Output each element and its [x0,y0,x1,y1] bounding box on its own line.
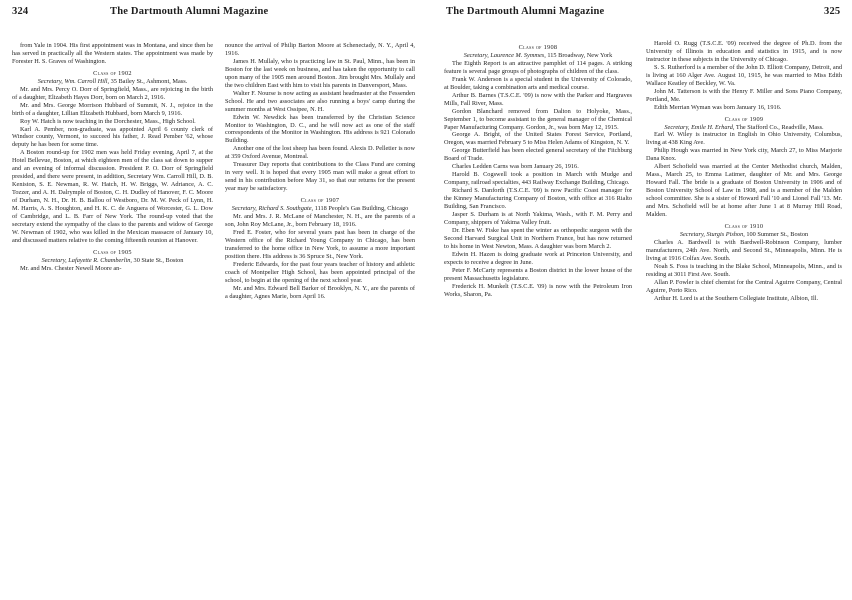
news-paragraph: Mr. and Mrs. George Morrison Hubbard of Summit, N. J., rejoice in the birth of a daughter, Lillian Elizabeth Hubbard, born March 9, 1916. [12,101,213,117]
news-paragraph: John M. Tatterson is with the Henry F. Miller and Sons Piano Company, Portland, Me. [646,87,842,103]
left-page-header [0,6,426,22]
secretary-name: Richard S. Southgate [258,205,312,213]
left-page-number: 324 [12,6,29,17]
class-heading: Class of 1905 [93,248,132,256]
secretary-addr: , 35 Bailey St., Ashmont, Mass. [107,77,188,85]
class-secretary-line [231,205,409,213]
news-paragraph: Karl A. Pember, non-graduate, was appointed April 6 county clerk of Windsor county, Vermont, to succeed his father, J. Read Pember '62, whose deputy he has been for some time. [12,125,213,149]
news-paragraph: The Eighth Report is an attractive pamphlet of 114 pages. A striking feature is several page groups of photographs of children of the class. [444,59,632,75]
left-running-title: The Dartmouth Alumni Magazine [110,6,269,17]
news-paragraph: Arthur B. Barnes (T.S.C.E. '09) is now with the Parker and Hargraves Mills, Fall River, Mass. [444,91,632,107]
news-paragraph: S. S. Rutherford is a member of the John D. Elliott Company, Detroit, and is living at 160 Alger Ave. August 10, 1915, he was married to Miss Edith Wallace Keatley of Beckley, W. Va. [646,63,842,87]
news-paragraph: Mr. and Mrs. J. R. McLane of Manchester, N. H., are the parents of a son, John Roy McLane, Jr., born February 18, 1916. [225,213,415,228]
news-paragraph: A Boston round-up for 1902 men was held Friday evening, April 7, at the Hotel Bellevue, Boston, at which eighteen men of the class sat down to supper and an evening of informal discussion. President P. O. Dorr of Springfield presided, and there were present, in addition, Secretary Wm. Carroll Hill, D. B. Keniston, S. E. Newman, R. W. Hatch, H. W. Briggs, W. Adriance, A. C. Tozzer, and A. H. Dalrymple of Boston, C. H. Dudley of Hanover, F. C. Moore of Durham, N. H., Dr. H. B. Ballou of Westboro, Dr. M. W. Peck of Lynn, H. M. Harris, A. S. Houghton, and H. K. C. de Anguera of Worcester, G. L. Dow of Cambridge, and L. B. Farr of New York. The round-up voted that the secretary extend the sympathy of the class to the parents and widow of George W. Newman of 1902, who was killed in the Mexican massacre of January 10, and discussed matters relative to the coming fifteenth reunion at Hanover. [12,149,213,244]
news-paragraph: Richard S. Danforth (T.S.C.E. '09) is now Pacific Coast manager for the Kinney Manufacturing Company of Boston, with office at 316 Rialto Building, San Francisco. [444,187,632,211]
news-paragraph: George A. Bright, of the United States Forest Service, Portland, Oregon, was married February 5 to Miss Helen Adams of Kingston, N. Y. [444,131,632,147]
secretary-role: Secretary, [664,123,692,131]
secretary-role: Secretary, [679,230,707,238]
secretary-role: Secretary, [41,256,69,264]
news-paragraph: Edith Merrian Wyman was born January 16, 1916. [654,103,782,111]
news-paragraph: Charles A. Bardwell is with Bardwell-Robinson Company, lumber manufacturers, 24th Ave. North, and Second St., Minneapolis, Minn. He is living at 1916 Colfax Ave. South. [646,238,842,262]
right-page [426,0,852,600]
right-running-title: The Dartmouth Alumni Magazine [446,6,605,17]
secretary-name: Lafayette R. Chamberlin [68,256,131,264]
class-secretary-line [18,78,207,86]
news-paragraph: nounce the arrival of Philip Barton Moore at Schenectady, N. Y., April 4, 1916. [225,42,415,57]
left-page-column-2 [225,42,415,301]
news-paragraph: Earl W. Wiley is instructor in English in Ohio University, Columbus, living at 438 King Ave. [646,131,842,147]
news-paragraph: Philip Hough was married in New York city, March 27, to Miss Marjorie Dana Knox. [646,147,842,163]
class-heading: Class of 1907 [300,197,340,205]
news-paragraph: Mr. and Mrs. Percy O. Dorr of Springfield, Mass., are rejoicing in the birth of a daughter, Elizabeth Hayes Dorr, born on March 2, 1916. [12,85,213,101]
news-paragraph: Gordon Blanchard removed from Dalton to Holyoke, Mass., September 1, to become assistant to the general manager of the Chemical Paper Manufacturing Company. Gordon, Jr., was born May 12, 1915. [444,107,632,131]
news-paragraph: George Butterfield has been elected general secretary of the Fitchburg Board of Trade. [444,147,632,163]
news-paragraph: Edwin H. Hazen is doing graduate work at Princeton University, and expects to receive a degree in June. [444,250,632,266]
secretary-addr: , 115 Broadway, New York [544,51,613,59]
news-paragraph: James H. Mullaly, who is practicing law in St. Paul, Minn., has been in Boston for the last week on business, and has taken the opportunity to call upon many of the 1905 men around Boston. Jim brought Mrs. Mullaly and the two children East with him to visit his parents in Danversport, Mass. [225,57,415,89]
news-paragraph: Mr. and Mrs. Edward Bell Barker of Brooklyn, N. Y., are the parents of a daughter, Agnes Marie, born April 16. [225,284,415,300]
news-paragraph: Walter F. Nourse is now acting as assistant headmaster at the Fessenden School. He and two associates are also running a boys' camp during the summer months at West Ossipee, N. H. [225,89,415,113]
news-paragraph: Allan P. Fowler is chief chemist for the Central Aguirre Company, Central Aguirre, Porto Rico. [646,278,842,294]
right-page-column-2 [646,40,842,303]
secretary-role: Secretary, [231,205,259,213]
class-secretary-line [652,124,836,132]
news-paragraph: Harold B. Cogswell took a position in March with Mudge and Company, railroad specialties, 443 Railway Exchange Building, Chicago. [444,171,632,187]
news-paragraph: Treasurer Day reports that contributions to the Class Fund are coming in very well. It is hoped that every 1905 man will make a great effort to send in his contribution before May 31, so that our returns for the present year may be satisfactory. [225,161,415,193]
class-heading: Class of 1910 [724,222,764,230]
secretary-addr: , 100 Summer St., Boston [743,230,809,238]
secretary-name: Emile H. Erhard [691,123,733,131]
news-paragraph: Jasper S. Durham is at North Yakima, Wash., with F. M. Perry and Company, shippers of Yakima Valley fruit. [444,211,632,226]
news-paragraph: Arthur H. Lord is at the Southern Collegiate Institute, Albion, Ill. [654,294,819,302]
class-secretary-line [652,231,836,239]
secretary-role: Secretary, [463,51,491,59]
class-heading: Class of 1909 [724,115,764,123]
news-paragraph: Fred E. Foster, who for several years past has been in charge of the Western office of the Richard Young Company in Chicago, has been transferred to the home office in New York, to assume a more important position there. His address is 36 Spruce St., New York. [225,228,415,260]
secretary-addr: , 30 State St., Boston [130,256,184,264]
news-paragraph: Roy W. Hatch is now teaching in the Dorchester, Mass., High School. [20,117,196,125]
right-page-header [426,6,852,22]
news-paragraph: Noah S. Foss is teaching in the Blake School, Minneapolis, Minn., and is residing at 3011 First Ave. South. [646,262,842,278]
class-secretary-line [18,257,207,265]
class-secretary-line [450,52,626,60]
secretary-addr: , The Stafford Co., Readville, Mass. [732,123,824,131]
news-paragraph: Edwin W. Newdick has been transferred by the Christian Science Monitor to Washington, D. C., and he will now act as one of the staff correspondents of the Monitor in Washington. His address is 921 Colorado Building. [225,113,415,145]
secretary-role: Secretary, [37,77,65,85]
news-paragraph: Another one of the lost sheep has been found. Alexis D. Pelletier is now at 359 Oxford Avenue, Montreal. [225,145,415,161]
news-paragraph: Frederic Edwards, for the past four years teacher of history and athletic coach of Montpelier High School, has been appointed principal of the school, to begin at the opening of the next school year. [225,260,415,284]
news-paragraph: Albert Schofield was married at the Center Methodist church, Malden, Mass., March 25, to Emma Latimer, daughter of Mr. and Mrs. George Howard Fall. The bride is a graduate of Boston University in 1906 and of Boston University School of Law in 1908, and is a member of the Malden school committee. She is a sister of Howard Fall '10 and Lionel Fall '13. Mr. and Mrs. Schofield will be at home after June 1 at 8 Murray Hill Road, Malden. [646,163,842,219]
news-paragraph: Harold O. Rugg (T.S.C.E. '09) received the degree of Ph.D. from the University of Illinois in education and statistics in 1915, and is now instructor in these subjects in the University of Chicago. [646,40,842,63]
secretary-name: Laurence M. Symmes [490,51,545,59]
class-heading: Class of 1908 [518,44,558,51]
right-page-number: 325 [824,6,841,17]
news-paragraph: Charles Ledden Carns was born January 26, 1916. [452,163,579,171]
left-page-column-1 [12,42,213,273]
news-paragraph: Dr. Eben W. Fiske has spent the winter as orthopedic surgeon with the Second Harvard Surgical Unit in Northern France, but has now returned to his home in West Newton, Mass. A daughter was born March 2. [444,226,632,250]
news-paragraph: Peter F. McCarty represents a Boston district in the lower house of the present Massachusetts legislature. [444,266,632,282]
news-paragraph: Frederick H. Munkelt (T.S.C.E. '09) is now with the Petroleum Iron Works, Sharon, Pa. [444,282,632,298]
news-paragraph: from Yale in 1904. His first appointment was in Montana, and since then he has served in practically all the Western states. The appointment was made by Forester H. S. Graves of Washington. [12,42,213,65]
secretary-name: Sturgis Pishon [706,230,744,238]
secretary-name: Wm. Carroll Hill [64,77,108,85]
right-page-column-1 [444,40,632,299]
news-paragraph: Frank W. Anderson is a special student in the University of Colorado, at Boulder, taking a combination arts and medical course. [444,75,632,91]
secretary-addr: , 1118 People's Gas Building, Chicago [311,205,409,213]
class-heading: Class of 1902 [93,69,132,77]
news-paragraph: Mr. and Mrs. Chester Newell Moore an- [20,264,122,272]
